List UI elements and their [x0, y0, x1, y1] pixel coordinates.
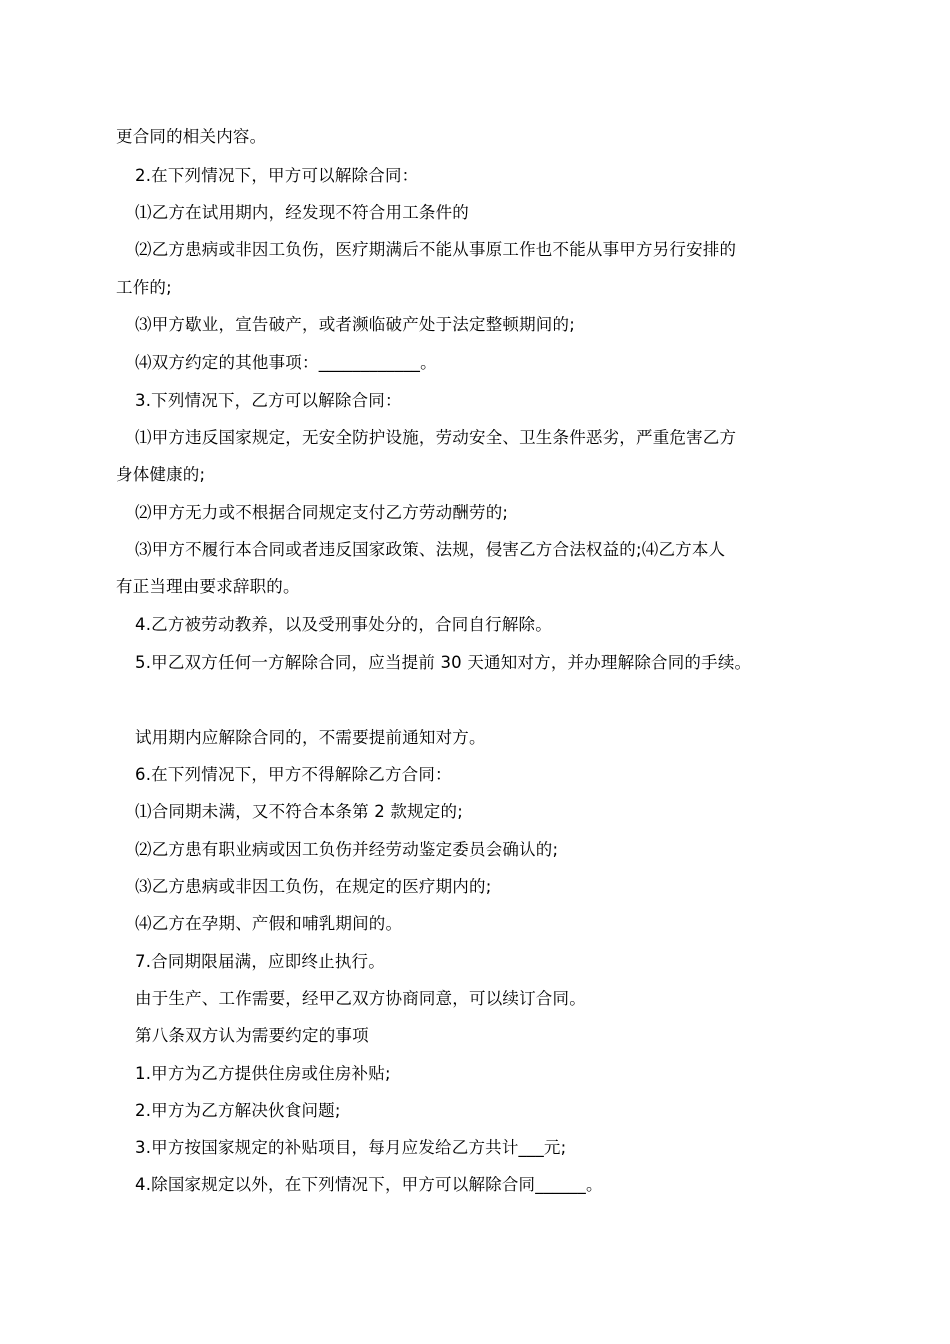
text-line: 6.在下列情况下，甲方不得解除乙方合同： — [135, 765, 452, 784]
text-line: 7.合同期限届满，应即终止执行。 — [135, 952, 385, 971]
text-line: ⑴合同期未满，又不符合本条第 2 款规定的; — [135, 802, 463, 821]
text-line: 试用期内应解除合同的，不需要提前通知对方。 — [135, 728, 486, 747]
text-line: ⑶甲方不履行本合同或者违反国家政策、法规，侵害乙方合法权益的;⑷乙方本人 — [135, 540, 726, 559]
text-line: ⑵乙方患病或非因工负伤，医疗期满后不能从事原工作也不能从事甲方另行安排的 — [135, 240, 737, 259]
text-line: 2.甲方为乙方解决伙食问题; — [135, 1101, 341, 1120]
text-line: 5.甲乙双方任何一方解除合同，应当提前 30 天通知对方，并办理解除合同的手续。 — [135, 653, 752, 672]
text-line: 4.除国家规定以外，在下列情况下，甲方可以解除合同______。 — [135, 1175, 603, 1194]
text-line: ⑷乙方在孕期、产假和哺乳期间的。 — [135, 914, 403, 933]
text-line: 3.下列情况下，乙方可以解除合同： — [135, 391, 402, 410]
text-line: 3.甲方按国家规定的补贴项目，每月应发给乙方共计___元; — [135, 1138, 567, 1157]
text-line: 2.在下列情况下，甲方可以解除合同： — [135, 166, 419, 185]
text-line: ⑶甲方歇业，宣告破产，或者濒临破产处于法定整顿期间的; — [135, 315, 575, 334]
text-line: ⑵乙方患有职业病或因工负伤并经劳动鉴定委员会确认的; — [135, 840, 559, 859]
text-line: 第八条双方认为需要约定的事项 — [135, 1026, 369, 1045]
text-line: 更合同的相关内容。 — [116, 127, 267, 146]
text-line: 有正当理由要求辞职的。 — [116, 577, 300, 596]
text-line: ⑷双方约定的其他事项：____________。 — [135, 353, 437, 372]
text-line: ⑴乙方在试用期内，经发现不符合用工条件的 — [135, 203, 469, 222]
text-line: ⑵甲方无力或不根据合同规定支付乙方劳动酬劳的; — [135, 503, 509, 522]
text-line: ⑴甲方违反国家规定，无安全防护设施，劳动安全、卫生条件恶劣，严重危害乙方 — [135, 428, 737, 447]
text-line: 1.甲方为乙方提供住房或住房补贴; — [135, 1064, 391, 1083]
text-line: 身体健康的; — [116, 465, 206, 484]
text-line: 工作的; — [116, 278, 172, 297]
text-line: 4.乙方被劳动教养，以及受刑事处分的，合同自行解除。 — [135, 615, 552, 634]
text-line: 由于生产、工作需要，经甲乙双方协商同意，可以续订合同。 — [135, 989, 586, 1008]
text-line: ⑶乙方患病或非因工负伤，在规定的医疗期内的; — [135, 877, 492, 896]
